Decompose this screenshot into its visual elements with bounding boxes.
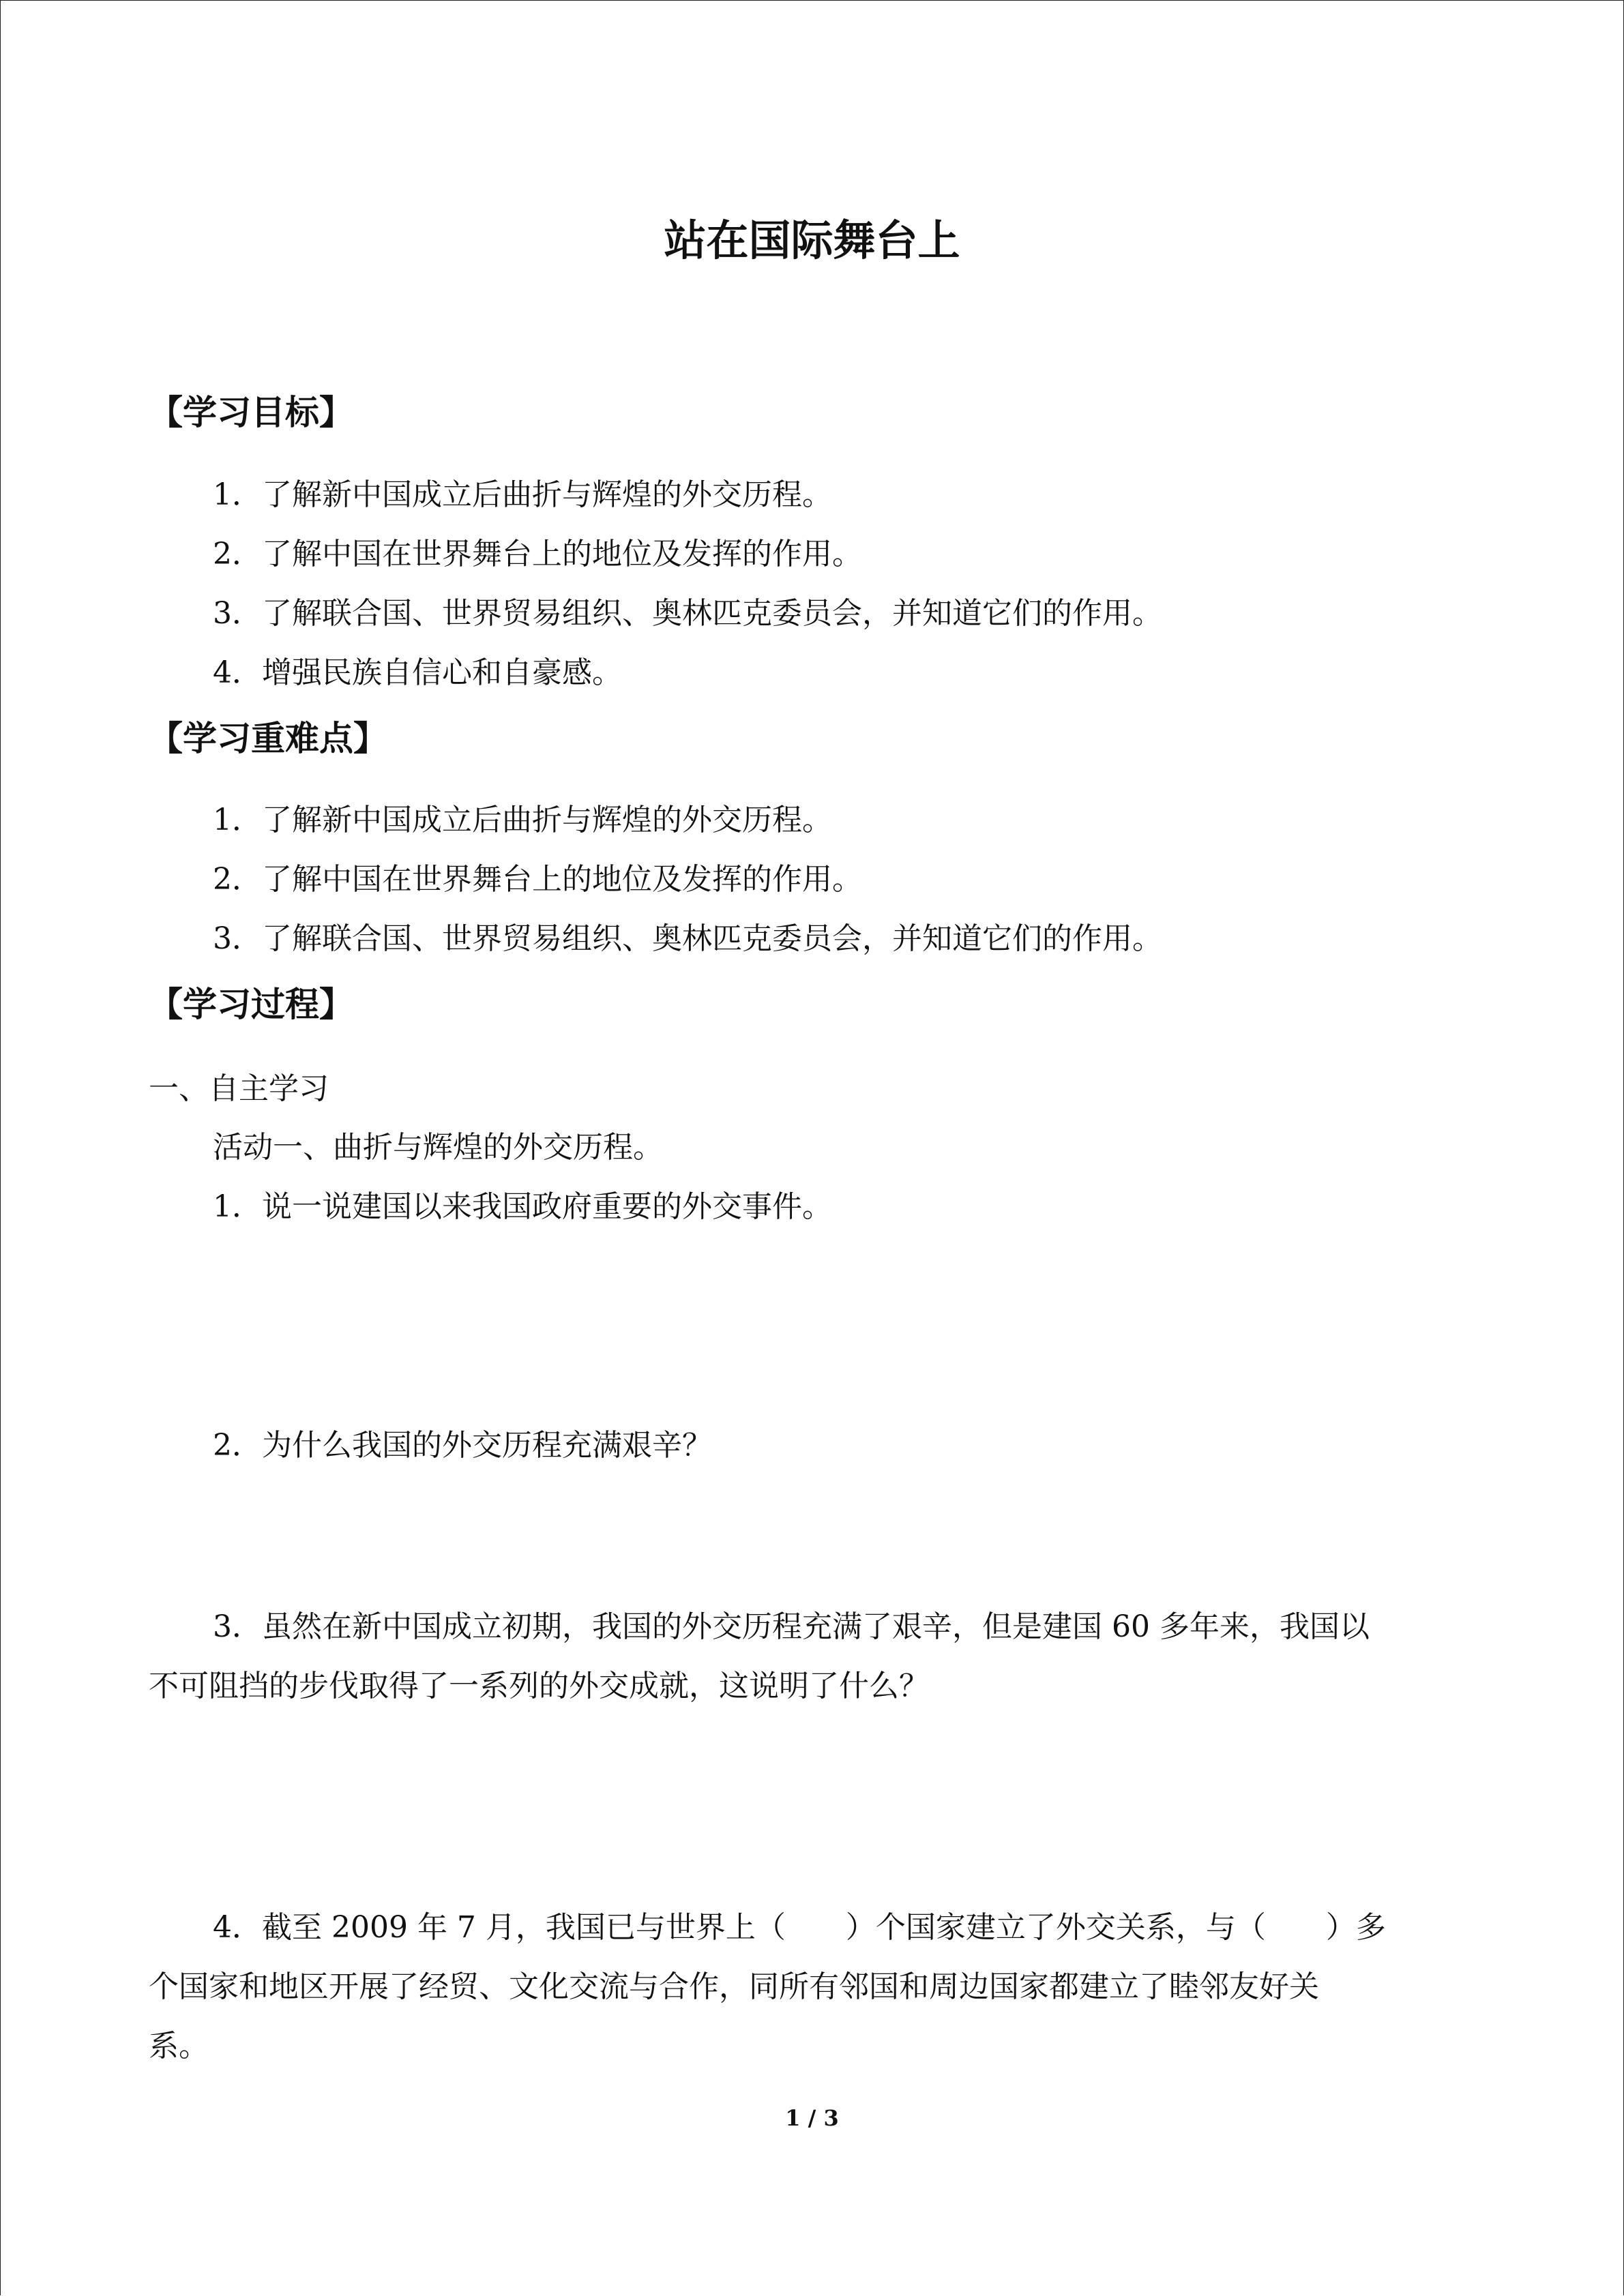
question-4-line-3: 系。: [149, 2029, 209, 2063]
objective-item: 1．了解新中国成立后曲折与辉煌的外交历程。: [213, 477, 832, 512]
objectives-heading: 【学习目标】: [149, 393, 353, 432]
question-4-line-1: 4．截至 2009 年 7 月，我国已与世界上（ ）个国家建立了外交关系，与（ ）多: [213, 1910, 1386, 1945]
process-heading: 【学习过程】: [149, 985, 353, 1024]
objective-item: 3．了解联合国、世界贸易组织、奥林匹克委员会，并知道它们的作用。: [213, 596, 1162, 631]
document-title: 站在国际舞台上: [664, 215, 960, 265]
activity-one: 活动一、曲折与辉煌的外交历程。: [213, 1130, 663, 1165]
question-2: 2．为什么我国的外交历程充满艰辛？: [213, 1428, 712, 1463]
objective-item: 4．增强民族自信心和自豪感。: [213, 655, 622, 690]
page-number: 1 / 3: [785, 2105, 839, 2131]
key-point-item: 1．了解新中国成立后曲折与辉煌的外交历程。: [213, 803, 832, 837]
question-3-line-2: 不可阻挡的步伐取得了一系列的外交成就，这说明了什么？: [149, 1669, 929, 1703]
key-points-heading: 【学习重难点】: [149, 719, 387, 758]
key-point-item: 2．了解中国在世界舞台上的地位及发挥的作用。: [213, 862, 862, 897]
question-3-line-1: 3．虽然在新中国成立初期，我国的外交历程充满了艰辛，但是建国 60 多年来，我国以: [213, 1609, 1370, 1644]
key-point-item: 3．了解联合国、世界贸易组织、奥林匹克委员会，并知道它们的作用。: [213, 921, 1162, 956]
question-1: 1．说一说建国以来我国政府重要的外交事件。: [213, 1189, 832, 1224]
objective-item: 2．了解中国在世界舞台上的地位及发挥的作用。: [213, 537, 862, 571]
section-self-study: 一、自主学习: [149, 1071, 329, 1106]
question-4-line-2: 个国家和地区开展了经贸、文化交流与合作，同所有邻国和周边国家都建立了睦邻友好关: [149, 1969, 1319, 2004]
